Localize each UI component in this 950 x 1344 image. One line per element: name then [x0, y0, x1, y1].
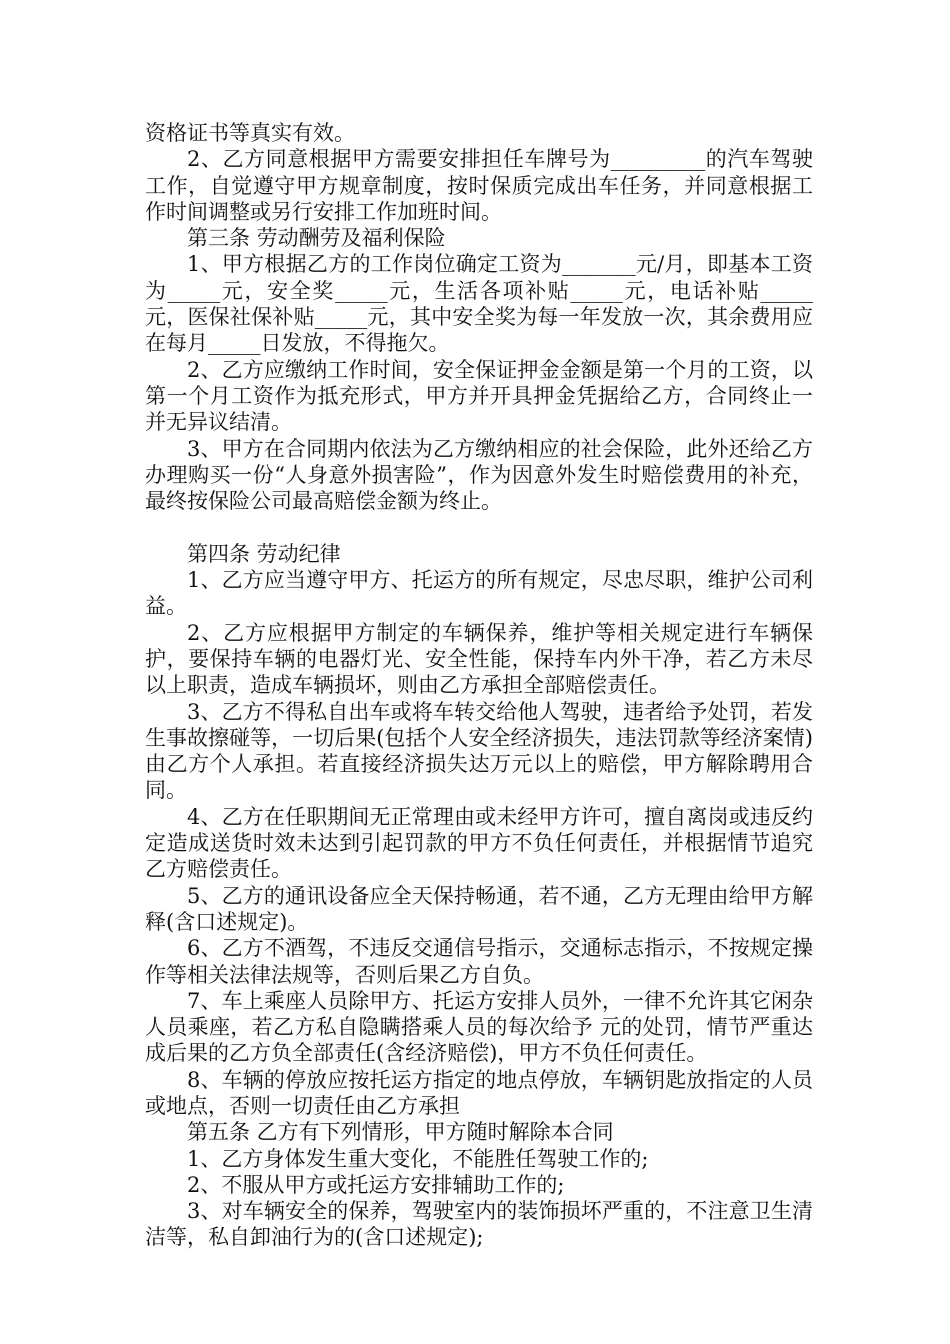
- clause-paragraph: 3、乙方不得私自出车或将车转交给他人驾驶，违者给予处罚，若发生事故擦碰等，一切后果(包括个人安全经济损失，违法罚款等经济案情)由乙方个人承担。若直接经济损失达万元以上的赔偿，甲方解除聘用合同。: [145, 699, 813, 803]
- clause-paragraph: 1、乙方身体发生重大变化，不能胜任驾驶工作的;: [187, 1146, 649, 1171]
- clause-paragraph: 1、乙方应当遵守甲方、托运方的所有规定，尽忠尽职，维护公司利益。: [145, 568, 813, 619]
- document-page: [145, 120, 813, 1251]
- clause-paragraph: 5、乙方的通讯设备应全天保持畅通，若不通，乙方无理由给甲方解释(含口述规定)。: [145, 883, 813, 934]
- paragraph: 资格证书等真实有效。: [145, 121, 355, 145]
- clause-paragraph: 2、乙方同意根据甲方需要安排担任车牌号为_________的汽车驾驶工作，自觉遵守甲方规章制度，按时保质完成出车任务，并同意根据工作时间调整或另行安排工作加班时间。: [145, 147, 813, 224]
- clause-paragraph: 2、乙方应缴纳工作时间，安全保证押金金额是第一个月的工资，以第一个月工资作为抵充形式，甲方并开具押金凭据给乙方，合同终止一并无异议结清。: [145, 357, 813, 435]
- clause-paragraph: 2、乙方应根据甲方制定的车辆保养，维护等相关规定进行车辆保护，要保持车辆的电器灯光、安全性能，保持车内外干净，若乙方未尽以上职责，造成车辆损坏，则由乙方承担全部赔偿责任。: [145, 620, 813, 698]
- clause-paragraph: 3、对车辆安全的保养，驾驶室内的装饰损坏严重的，不注意卫生清洁等，私自卸油行为的(含口述规定);: [145, 1199, 813, 1250]
- clause-paragraph: 3、甲方在合同期内依法为乙方缴纳相应的社会保险，此外还给乙方办理购买一份“人身意外损害险”，作为因意外发生时赔偿费用的补充，最终按保险公司最高赔偿金额为终止。: [145, 436, 813, 514]
- section-heading-4: 第四条 劳动纪律: [187, 541, 341, 566]
- section-heading-5: 第五条 乙方有下列情形，甲方随时解除本合同: [187, 1120, 614, 1145]
- clause-paragraph: 7、车上乘座人员除甲方、托运方安排人员外，一律不允许其它闲杂人员乘座，若乙方私自隐瞒搭乘人员的每次给予 元的处罚，情节严重达成后果的乙方负全部责任(含经济赔偿)，甲方不负任何责任。: [145, 988, 813, 1066]
- clause-paragraph: 8、车辆的停放应按托运方指定的地点停放，车辆钥匙放指定的人员或地点，否则一切责任由乙方承担: [145, 1067, 813, 1118]
- clause-paragraph: 6、乙方不酒驾，不违反交通信号指示，交通标志指示，不按规定操作等相关法律法规等，否则后果乙方自负。: [145, 936, 813, 987]
- clause-paragraph: 2、不服从甲方或托运方安排辅助工作的;: [187, 1172, 565, 1197]
- clause-paragraph: 1、甲方根据乙方的工作岗位确定工资为_______元/月，即基本工资为_____元，安全奖_____元，生活各项补贴_____元，电话补贴_____元，医保社保补贴_____元，其中安全奖为每一年发放一次，其余费用应在每月_____日发放，不得拖欠。: [145, 252, 813, 356]
- section-heading-3: 第三条 劳动酬劳及福利保险: [187, 226, 446, 251]
- blank-line: [145, 514, 813, 540]
- clause-paragraph: 4、乙方在任职期间无正常理由或未经甲方许可，擅自离岗或违反约定造成送货时效未达到引起罚款的甲方不负任何责任，并根据情节追究乙方赔偿责任。: [145, 804, 813, 882]
